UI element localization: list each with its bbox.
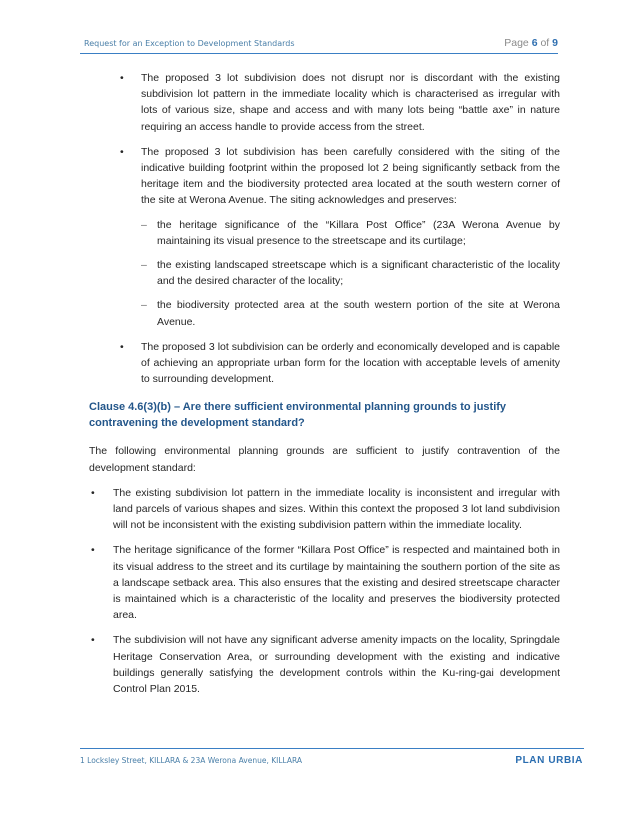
bullet-marker: • — [120, 145, 124, 158]
section-bullet-list — [89, 485, 560, 697]
list-item-text: The proposed 3 lot subdivision does not disrupt nor is discordant with the existing subdivision lot pattern in the immediate locality which is characterised as irregular with lots of various size, shape and access and with many lots being “battle axe” in nature requiring an access handle to provide access from the street. — [141, 72, 560, 133]
list-item — [89, 632, 560, 697]
bullet-marker: • — [91, 486, 95, 499]
sub-bullet-list — [141, 217, 560, 330]
dash-marker: – — [141, 259, 147, 272]
header-rule — [80, 53, 558, 54]
page-current: 6 — [531, 37, 538, 49]
page-number — [504, 37, 558, 49]
sub-list-item — [141, 217, 560, 249]
dash-marker: – — [141, 299, 147, 312]
bullet-marker: • — [91, 544, 95, 557]
list-item-text: The existing subdivision lot pattern in the immediate locality is inconsistent and irregular with land parcels of various shapes and sizes. Within this context the proposed 3 lot land subdivision will not be inconsistent with the existing subdivision pattern within the immediate locality. — [113, 486, 560, 532]
section-intro: The following environmental planning grounds are sufficient to justify contravention of the development standard: — [89, 445, 560, 474]
sub-list-item — [141, 297, 560, 329]
top-bullet-list — [89, 70, 560, 387]
page-of: of — [540, 37, 550, 49]
sub-list-item — [141, 257, 560, 289]
dash-marker: – — [141, 218, 147, 231]
page-header — [84, 37, 558, 53]
list-item-text: The heritage significance of the former “Killara Post Office” is respected and maintained both in its visual address to the street and its curtilage by maintaining the southern portion of the site as a landscape setback area. This also ensures that the existing and desired streetscape character is maintained which is a characteristic of the locality and preserves the biodiversity protected area. — [113, 544, 560, 622]
page-total: 9 — [552, 37, 558, 49]
document-title: Request for an Exception to Development Standards — [84, 39, 295, 48]
page-label: Page — [504, 37, 529, 49]
bullet-marker: • — [120, 72, 124, 84]
page-body — [89, 70, 560, 706]
bullet-marker: • — [120, 340, 124, 353]
list-item — [89, 339, 560, 388]
list-item-text: The subdivision will not have any significant adverse amenity impacts on the locality, Springdale Heritage Conservation Area, or surrounding development with the existing and indicative buildings generally satisfying the development controls within the Ku-ring-gai development Control Plan 2015. — [113, 634, 560, 696]
sub-list-item-text: the existing landscaped streetscape which is a significant characteristic of the locality and the desired character of the locality; — [157, 259, 560, 288]
list-item — [89, 144, 560, 330]
list-item — [89, 485, 560, 534]
list-item — [89, 542, 560, 623]
sub-list-item-text: the biodiversity protected area at the south western portion of the site at Werona Avenue. — [157, 299, 560, 328]
brand-logo-text: PLAN URBIA — [515, 755, 583, 766]
list-item — [89, 70, 560, 135]
footer-address: 1 Locksley Street, KILLARA & 23A Werona Avenue, KILLARA — [80, 756, 303, 765]
sub-list-item-text: the heritage significance of the “Killara Post Office” (23A Werona Avenue by maintaining its visual presence to the streetscape and its curtilage; — [157, 218, 560, 247]
bullet-marker: • — [91, 634, 95, 647]
list-item-text: The proposed 3 lot subdivision can be orderly and economically developed and is capable of achieving an appropriate urban form for the location with acceptable levels of amenity to surrounding development. — [141, 340, 560, 386]
list-item-text: The proposed 3 lot subdivision has been carefully considered with the siting of the indicative building footprint within the proposed lot 2 being significantly setback from the heritage item and the biodiversity protected area located at the south western corner of the site at Werona Avenue. The siting acknowledges and preserves: — [141, 145, 560, 207]
section-heading: Clause 4.6(3)(b) – Are there sufficient environmental planning grounds to justify contravening the development standard? — [89, 401, 507, 430]
footer-rule — [80, 748, 584, 749]
